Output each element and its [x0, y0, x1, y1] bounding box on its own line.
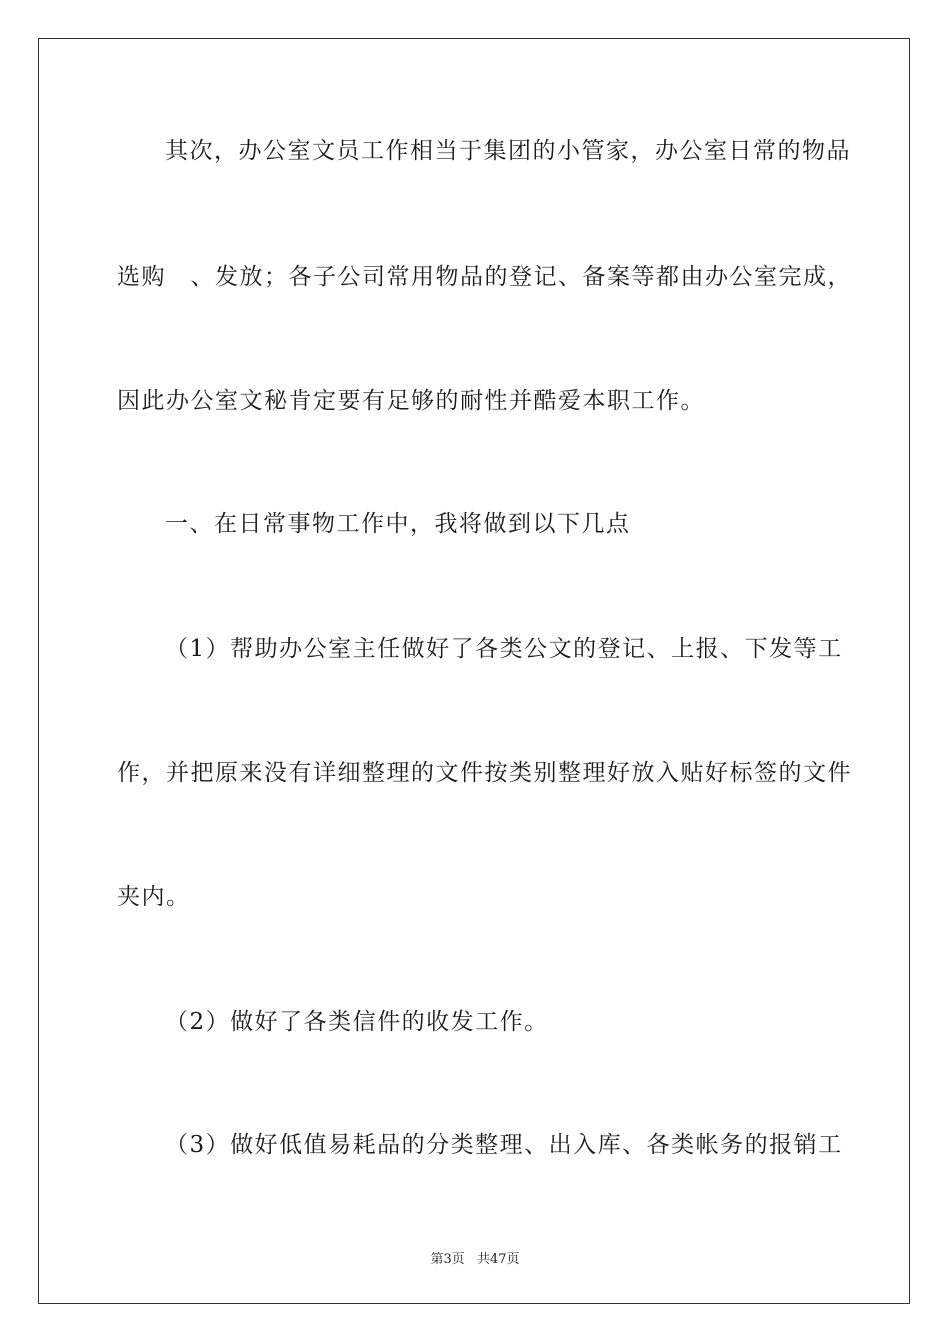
paragraph-line-3: 因此办公室文秘肯定要有足够的耐性并酷爱本职工作。 [117, 388, 705, 414]
page-footer [0, 1248, 950, 1267]
paragraph-line-2: 选购 、发放；各子公司常用物品的登记、备案等都由办公室完成， [117, 264, 852, 290]
list-item-2: （2）做好了各类信件的收发工作。 [165, 1009, 549, 1035]
list-item-1-line-2: 作，并把原来没有详细整理的文件按类别整理好放入贴好标签的文件 [117, 760, 852, 786]
list-item-3-line-1: （3）做好低值易耗品的分类整理、出入库、各类帐务的报销工 [165, 1132, 843, 1158]
paragraph-line-1: 其次，办公室文员工作相当于集团的小管家，办公室日常的物品 [165, 138, 851, 164]
page-total: 共47页 [476, 1252, 520, 1267]
list-item-1-line-1: （1）帮助办公室主任做好了各类公文的登记、上报、下发等工 [165, 636, 843, 662]
list-item-1-line-3: 夹内。 [117, 884, 191, 910]
page-border [38, 38, 910, 1304]
page-number: 第3页 [430, 1252, 465, 1267]
section-heading-1: 一、在日常事物工作中，我将做到以下几点 [165, 511, 631, 537]
